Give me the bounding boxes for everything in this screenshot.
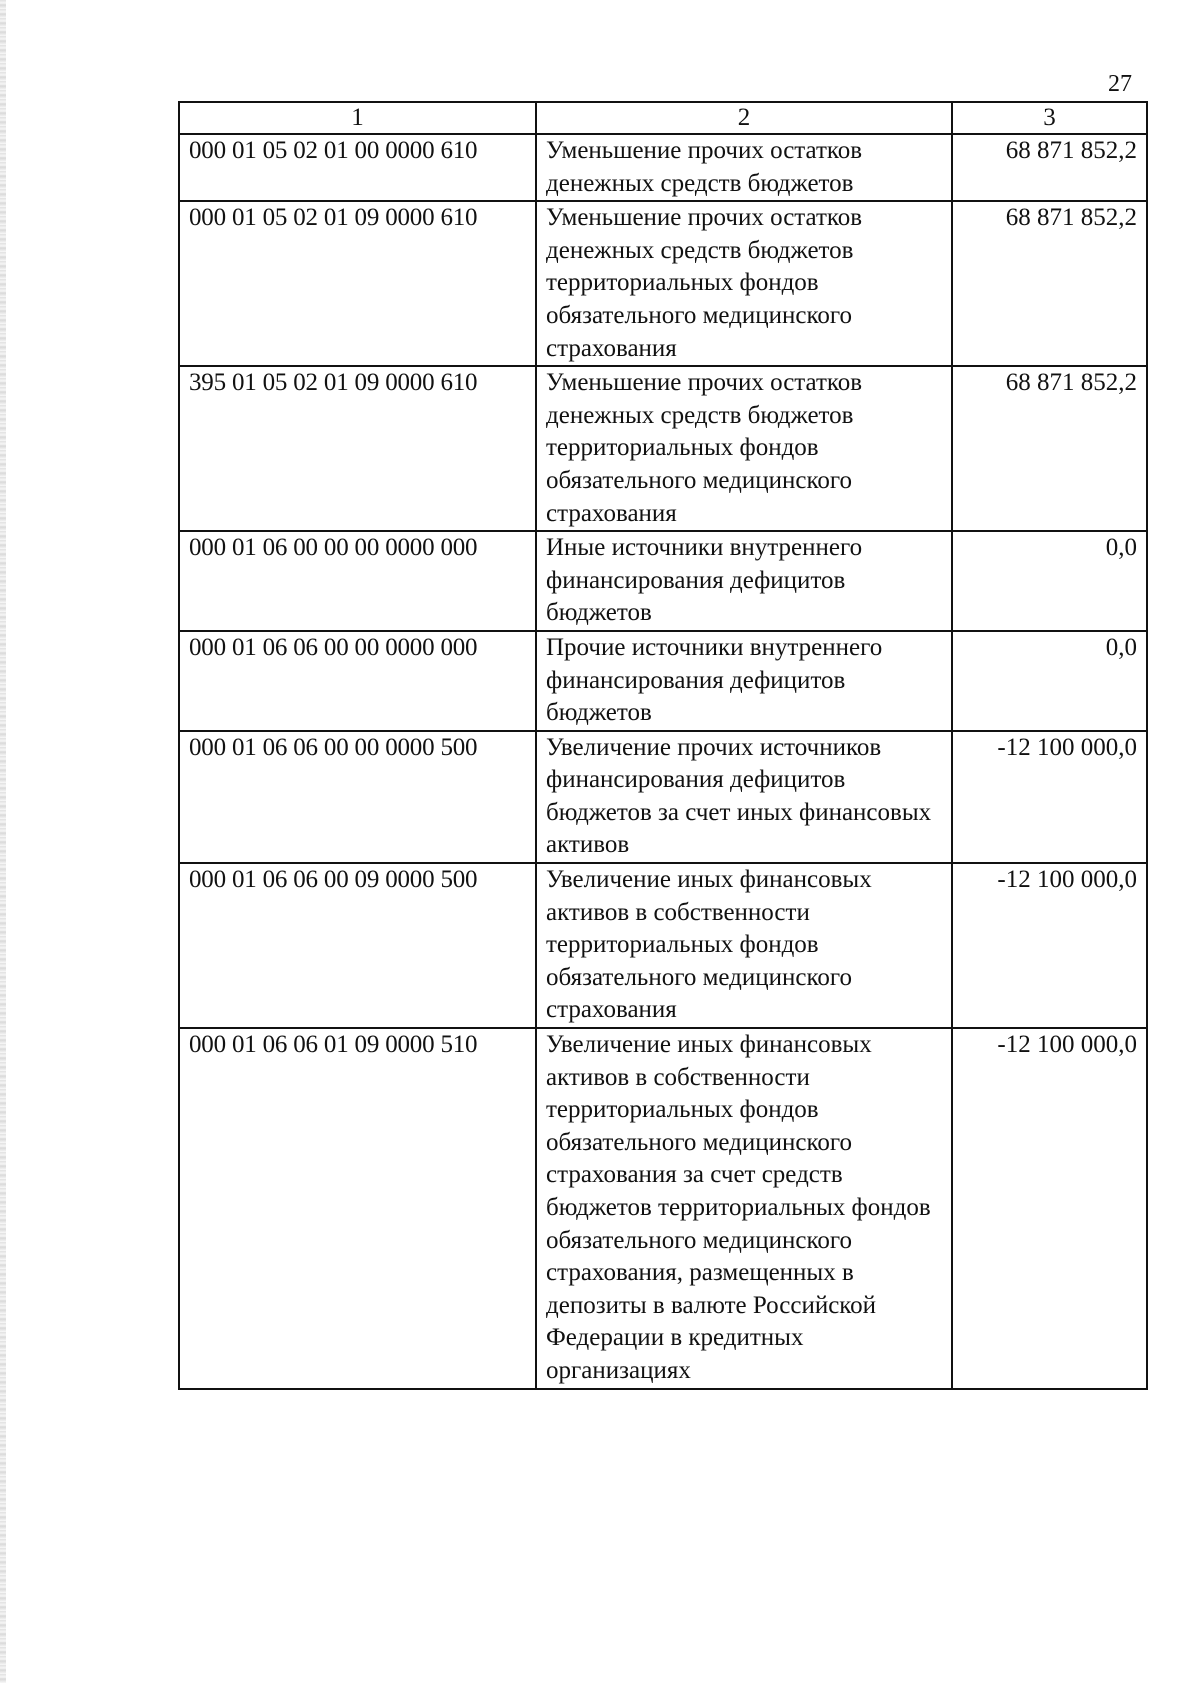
table-body [179,134,1147,1389]
table-header [179,102,1147,134]
item-name-cell: Прочие источники внутреннего финансирования дефицитов бюджетов [536,631,952,731]
amount-cell: -12 100 000,0 [952,1028,1147,1389]
budget-code-cell: 395 01 05 02 01 09 0000 610 [179,366,536,531]
item-name-cell: Уменьшение прочих остатков денежных средств бюджетов [536,134,952,201]
amount-cell: -12 100 000,0 [952,731,1147,863]
column-header-name: 2 [536,102,952,134]
scan-edge-artifact [0,0,6,1683]
item-name-cell: Увеличение иных финансовых активов в собственности территориальных фондов обязательного медицинского страхования [536,863,952,1028]
table-row [179,1028,1147,1389]
table-header-row [179,102,1147,134]
budget-code-cell: 000 01 06 06 00 00 0000 500 [179,731,536,863]
budget-code-cell: 000 01 06 06 00 09 0000 500 [179,863,536,1028]
budget-code-cell: 000 01 06 00 00 00 0000 000 [179,531,536,631]
table-row [179,731,1147,863]
table-row [179,366,1147,531]
budget-code-cell: 000 01 05 02 01 00 0000 610 [179,134,536,201]
item-name-cell: Уменьшение прочих остатков денежных средств бюджетов территориальных фондов обязательного медицинского страхования [536,201,952,366]
table-row [179,863,1147,1028]
budget-code-cell: 000 01 05 02 01 09 0000 610 [179,201,536,366]
item-name-cell: Увеличение иных финансовых активов в собственности территориальных фондов обязательного медицинского страхования за счет средств бюджетов территориальных фондов обязательного медицинского страхования, размещенных в депозиты в валюте Российской Федерации в кредитных организациях [536,1028,952,1389]
column-header-code: 1 [179,102,536,134]
amount-cell: 0,0 [952,631,1147,731]
item-name-cell: Иные источники внутреннего финансирования дефицитов бюджетов [536,531,952,631]
amount-cell: 68 871 852,2 [952,201,1147,366]
page-number: 27 [1108,71,1132,97]
amount-cell: 0,0 [952,531,1147,631]
column-header-amount: 3 [952,102,1147,134]
table-row [179,631,1147,731]
budget-code-cell: 000 01 06 06 00 00 0000 000 [179,631,536,731]
table-row [179,201,1147,366]
budget-code-cell: 000 01 06 06 01 09 0000 510 [179,1028,536,1389]
item-name-cell: Уменьшение прочих остатков денежных средств бюджетов территориальных фондов обязательного медицинского страхования [536,366,952,531]
amount-cell: 68 871 852,2 [952,366,1147,531]
table-row [179,134,1147,201]
budget-sources-table [178,101,1148,1390]
table-row [179,531,1147,631]
item-name-cell: Увеличение прочих источников финансирования дефицитов бюджетов за счет иных финансовых активов [536,731,952,863]
amount-cell: -12 100 000,0 [952,863,1147,1028]
amount-cell: 68 871 852,2 [952,134,1147,201]
